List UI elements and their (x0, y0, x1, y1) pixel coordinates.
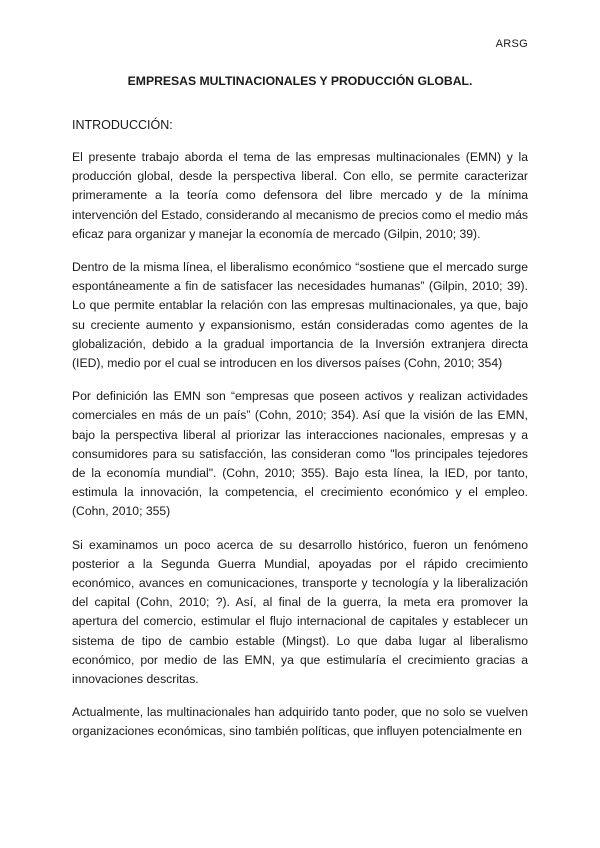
paragraph-3: Por definición las EMN son “empresas que poseen activos y realizan actividades comerciales en más de un país” (Cohn, 2010; 354). Así que la visión de las EMN, bajo la perspectiva liberal al priorizar las interacciones nacionales, empresas y a consumidores para su satisfacción, las consideran como "los principales tejedores de la economía mundial". (Cohn, 2010; 355). Bajo esta línea, la IED, por tanto, estimula la innovación, la competencia, el crecimiento económico y el empleo. (Cohn, 2010; 355) (72, 389, 528, 519)
paragraph-1: El presente trabajo aborda el tema de las empresas multinacionales (EMN) y la producción global, desde la perspectiva liberal. Con ello, se permite caracterizar primeramente a la teoría como defensora del libre mercado y de la mínima intervención del Estado, considerando al mecanismo de precios como el medio más eficaz para organizar y manejar la economía de mercado (Gilpin, 2010; 39). (72, 150, 528, 241)
paragraph-2: Dentro de la misma línea, el liberalismo económico “sostiene que el mercado surge espontáneamente a fin de satisfacer las necesidades humanas” (Gilpin, 2010; 39). Lo que permite entablar la relación con las empresas multinacionales, ya que, bajo su creciente aumento y expansionismo, están consideradas como agentes de la globalización, debido a la gradual importancia de la Inversión extranjera directa (IED), medio por el cual se introducen en los diversos países (Cohn, 2010; 354) (72, 260, 528, 371)
body-text (72, 148, 528, 756)
paragraph-5: Actualmente, las multinacionales han adquirido tanto poder, que no solo se vuelven organizaciones económicas, sino también políticas, que influyen potencialmente en (72, 705, 528, 739)
author-initials: ARSG (495, 38, 528, 50)
document-title: EMPRESAS MULTINACIONALES Y PRODUCCIÓN GLOBAL. (127, 74, 473, 88)
section-heading: INTRODUCCIÓN: (72, 118, 173, 132)
paragraph-4: Si examinamos un poco acerca de su desarrollo histórico, fueron un fenómeno posterior a la Segunda Guerra Mundial, apoyadas por el rápido crecimiento económico, avances en comunicaciones, transporte y tecnología y la liberalización del capital (Cohn, 2010; ?). Así, al final de la guerra, la meta era promover la apertura del comercio, estimular el flujo internacional de capitales y establecer un sistema de tipo de cambio estable (Mingst). Lo que daba lugar al liberalismo económico, por medio de las EMN, ya que estimularía el crecimiento gracias a innovaciones descritas. (72, 537, 528, 687)
